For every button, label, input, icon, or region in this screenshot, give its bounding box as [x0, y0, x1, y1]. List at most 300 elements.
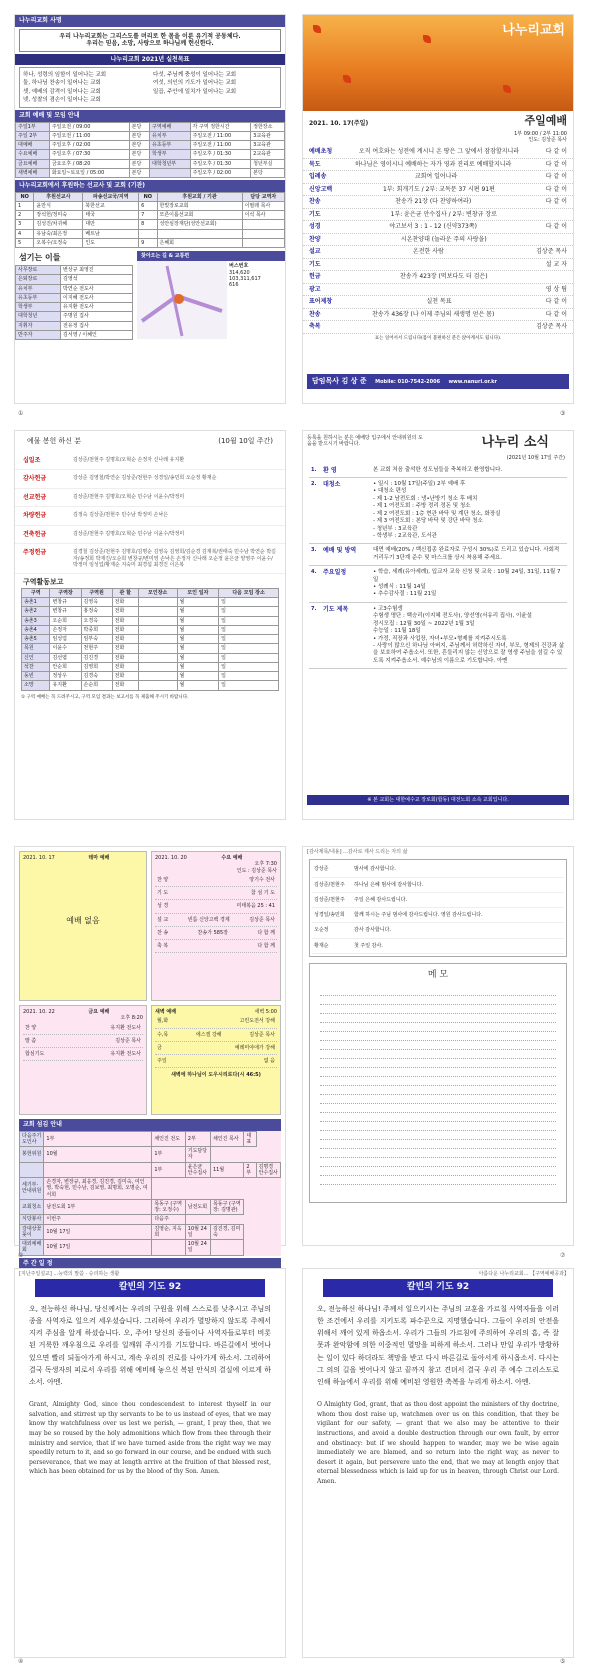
memo-line [320, 1104, 556, 1113]
page-cover [302, 14, 574, 404]
news-item [309, 478, 567, 544]
schedule-cell: 본당 [129, 122, 149, 131]
serve-row [20, 1215, 281, 1224]
order-label: 입례송 [309, 173, 327, 181]
mission-header-cell: NO [139, 192, 157, 201]
page-number: ② [18, 1252, 24, 1259]
mission-row [16, 229, 285, 238]
offering-type: 차량헌금 [23, 512, 47, 520]
group-cell [138, 635, 177, 644]
schedule-cell: 주일오전 / 11:00 [190, 141, 251, 150]
schedule-cell: 본당 [129, 168, 149, 177]
order-label: 헌금 [309, 273, 321, 281]
serve-cell: 식당봉사 [20, 1215, 44, 1224]
mission-cell: 1 [16, 201, 34, 210]
service-row [23, 1035, 143, 1048]
schedule-row [16, 141, 285, 150]
staff-role: 반주자 [16, 330, 61, 339]
mission-cell: 8 [139, 220, 157, 229]
memo-line [320, 1149, 556, 1158]
vision-heading: 나누리교회 사명 [15, 15, 285, 27]
group-header-cell: 관 할 [112, 588, 138, 597]
serve-cell: 교회청소 [20, 1199, 44, 1215]
dawn-rows [155, 1015, 277, 1068]
group-header-cell: 구역장 [50, 588, 81, 597]
staff-row [16, 330, 133, 339]
mission-header-cell: NO [16, 192, 34, 201]
service-cell: 금 [157, 1044, 162, 1051]
schedule-cell: 주일오후 / 02:00 [49, 141, 129, 150]
order-item [303, 296, 573, 309]
group-cell: 동빈 [22, 672, 50, 681]
order-person: 다 같 이 [545, 198, 567, 206]
order-item [303, 271, 573, 284]
service-cell: 성 경 [157, 903, 169, 910]
page-number: ⑦ [560, 1252, 566, 1259]
serve-cell: 10월 17일 [44, 1240, 152, 1256]
pastor-contact [307, 374, 569, 389]
service-cell: 없 음 [263, 1058, 275, 1064]
website-link[interactable]: www.nanuri.or.kr [448, 379, 497, 386]
news-label: 예배 및 방역 [323, 547, 357, 555]
serve-cell: 이번주 [44, 1215, 152, 1224]
group-cell: 김영옥 [81, 598, 112, 607]
group-cell [138, 607, 177, 616]
staff-row [16, 266, 133, 275]
serve-heading: 교회 섬김 안내 [19, 1119, 281, 1131]
service-row [155, 1055, 277, 1068]
wed-leader: 인도 : 김상준 목사 [236, 867, 277, 874]
mission-cell: 모른이롭선교회 [157, 211, 242, 220]
fri-rows [23, 1022, 143, 1062]
serve-cell [44, 1162, 152, 1178]
order-label: 설교 [309, 248, 321, 256]
prayer-title-2: 칼빈의 기도 92 [323, 1279, 553, 1296]
schedule-heading: 교회 예배 및 모임 안내 [15, 110, 285, 122]
group-header-cell: 다음 모임 장소 [219, 588, 279, 597]
memo-line [320, 1032, 556, 1041]
transport-info [227, 261, 285, 339]
news-label: 주요일정 [323, 569, 347, 577]
group-cell: 전화 [112, 598, 138, 607]
group-header-cell: 구역 [22, 588, 50, 597]
group-cell: 월 [177, 607, 219, 616]
group-row [22, 681, 279, 690]
group-cell: 송촌1 [22, 598, 50, 607]
schedule-row [16, 168, 285, 177]
order-content: 찬송가 436장 (나 이제 주님의 새생명 얻은 몸) [372, 310, 495, 318]
mobile: Mobile: 010-7542-2006 [375, 379, 441, 386]
order-item [303, 159, 573, 172]
group-row [22, 644, 279, 653]
news-number: 3. [311, 547, 317, 554]
group-cell: 박종희 [81, 625, 112, 634]
mission-heading: 나누리교회에서 후원하는 선교사 및 교회 (기관) [15, 180, 285, 192]
service-row [155, 900, 277, 913]
order-person: 설 교 자 [545, 260, 567, 268]
serve-cell: 10월 24일 [185, 1240, 210, 1256]
schedule-cell: 주일오후 / 01:30 [190, 150, 251, 159]
mission-row [16, 238, 285, 247]
bus-label: 버스번호 [229, 263, 249, 270]
staff-name: 변상규 최영진 [61, 266, 133, 275]
bulletin-date: 2021. 10. 17(주일) [309, 120, 369, 128]
order-person: 영 상 팀 [545, 285, 567, 293]
offering-title: 예물 봉헌 하신 분 [27, 437, 82, 445]
order-person: 다 같 이 [545, 173, 567, 181]
staff-role: 유초등부 [16, 293, 61, 302]
vision-text: 우리 나누리교회는 그리스도를 머리로 한 몸을 이룬 유기적 공동체다. 우리는 믿음, 소망, 사랑으로 하나님께 헌신한다. [19, 29, 281, 52]
mission-cell: 윤만식 [34, 201, 83, 210]
memo-line [320, 1014, 556, 1023]
group-cell: 전화 [112, 625, 138, 634]
serve-cell: 대표 [244, 1131, 256, 1147]
serve-row [20, 1131, 281, 1147]
order-content: 하나님은 영이시니 예배하는 자가 영과 진리로 예배할지니라 [355, 160, 512, 168]
schedule-cell: 본당 [129, 141, 149, 150]
fri-time: 오후 8:20 [120, 1015, 143, 1022]
group-cell [138, 644, 177, 653]
staff-name: 이지혜 전도사 [61, 293, 133, 302]
schedule-cell: 금요오후 / 08:20 [49, 159, 129, 168]
group-cell: 소망 [22, 681, 50, 690]
map-heading: 찾아오는 길 & 교통편 [137, 251, 285, 261]
motto-right: 다섯, 주님께 충성이 일어나는 교회 여섯, 의인의 기도가 일어나는 교회 일곱, 주안에 일치가 일어나는 교회 [153, 72, 237, 95]
service-row [155, 874, 277, 887]
serve-row [20, 1224, 281, 1240]
group-cell [138, 598, 177, 607]
mission-cell: 7 [139, 211, 157, 220]
memo-line [320, 1131, 556, 1140]
service-cell: 기 도 [157, 890, 169, 896]
order-item [303, 234, 573, 247]
service-cell: 수,목 [157, 1031, 169, 1038]
staff-role: 사무장로 [16, 266, 61, 275]
thanks-row [312, 893, 564, 908]
staff-name: 박연순 전도사 [61, 284, 133, 293]
church-name: 나누리교회 [502, 23, 565, 38]
thanks-row [312, 939, 564, 954]
prayer-korean-1: 오, 전능하신 하나님, 당신께서는 우리의 구원을 위해 스스로를 낮추시고 주님의 종을 사역자로 일으켜 세우셨습니다. 그리하여 우리가 멸망하지 않도록 주께서 지켜 주심을 알게 하셨습니다. 오, 주여! 당신의 종들이나 사역자들로부터 비롯된 거룩한 깨우침으로 우리를 일깨워 주시기를 기도합니다. 바른길에서 벗어나 있으면 빨리 되돌아가게 하시고, 계속 우리의 진로를 나아가게 하소서. 그리하여 결국 독생자의 피로서 우리를 위해 예비해 놓으신 복된 안식의 결실에 이르게 하소서. 아멘. [29, 1304, 271, 1386]
news-intro: 등록을 원하시는 분은 예배당 입구에서 안내위원의 도움을 받으시기 바랍니다. [307, 435, 423, 448]
service-cell: 합심기도 [25, 1051, 45, 1057]
news-text: • 고3수험생 수험생 명단 : 백승리(이지혜 전도사), 양선영(서유리 집사), 이윤설 정시모집 : 12월 30일 ~ 2022년 1월 3일 수능일 : 11월 18일 • 가정, 직장과 사업장, 자녀•부모•형제를 지켜주시도록 - 사랑이 많으신 하나님 아버지, 주님께서 허락하신 자녀, 부모, 형제의 건강과 삶을 보호하여 주옵소서. 또한, 흔들리지 않는 신앙으로 잘 영생 주님을 섬길 수 있도록 지켜주옵소서. 예수님의 이름으로 기도합니다. 아멘 [373, 605, 565, 664]
group-cell: 유지환 [50, 681, 81, 690]
service-cell: 고린도전서 강해 [239, 1018, 275, 1025]
cover-image [303, 15, 573, 111]
thanks-content: 함께 하시는 주님 범사에 감사드립니다. 영원 감사드립니다. [354, 912, 483, 918]
schedule-cell: 주일오후 / 01:30 [190, 159, 251, 168]
order-content: 오직 여호와는 성전에 계시니 온 땅은 그 앞에서 잠잠할지니라 [358, 148, 520, 156]
page-news [302, 430, 574, 820]
order-person: 김상준 목사 [536, 323, 567, 331]
serve-cell: 강대상꽃꽂이 [20, 1224, 44, 1240]
serve-cell: 윤은균 안수집사 [185, 1162, 210, 1178]
mission-cell: 오복수/오정숙 [34, 238, 83, 247]
service-cell: 김상준 목사 [249, 916, 275, 923]
service-cell: 미태복음 25 : 41 [236, 903, 275, 910]
mission-cell: 성안심장재단(성안선교회) [157, 220, 242, 229]
service-cell: 찬 양 [157, 876, 169, 883]
page-number: ④ [18, 1658, 24, 1665]
schedule-cell: 금요예배 [16, 159, 50, 168]
sermon-header: [지난주일설교] ...능력의 말씀 · 승리하는 생활 [19, 1271, 120, 1277]
offering-names: 김상준/천현주 김명호/오혁순 민수남 이윤수/박정미 [73, 530, 185, 537]
offering-type: 십일조 [23, 456, 41, 464]
order-label: 찬송 [309, 310, 321, 318]
schedule-cell: 새벽예배 [16, 168, 50, 177]
order-item [303, 246, 573, 259]
schedule-cell: 대학청년부 [150, 159, 191, 168]
service-row [155, 940, 277, 953]
group-cell: 일 [219, 644, 279, 653]
page-number: ⑤ [560, 1658, 566, 1665]
group-cell: 전화 [112, 644, 138, 653]
group-cell: 월 [177, 672, 219, 681]
group-cell [138, 662, 177, 671]
memo-box [309, 963, 567, 1203]
group-cell: 홍정숙 [81, 607, 112, 616]
order-content: 찬송가 423장 (먹보다도 더 검은) [400, 273, 488, 281]
prayer-title-1: 칼빈의 기도 92 [35, 1279, 265, 1296]
prayer-english-1: Grant, Almighty God, since thou condescendest to interest thyself in our salvation, and stirrest up thy servants to be to us instead of eyes, that we may know thy watchfulness over us lest we perish, — grant, I pray thee, that we may be so roused by the holy admonitions which flow from thee through their ministry and service, that if we have turned aside from the right way we may speedily return to it, and so go forward in our course, and be endued with such perseverance, that we may at length arrive at the fruition of that blessed rest, which has been obtained for us by the blood of thy Son. Amen. [29, 1401, 271, 1476]
order-content: 시온찬양대 (놀라운 주의 사랑을) [400, 235, 487, 243]
mission-cell: 대만 [83, 220, 139, 229]
order-content: 온전한 사람 [412, 248, 444, 256]
order-footnote: 표는 일어서서 드립니다(몸이 불편하신 분은 앉아계셔도 됩니다). [374, 335, 502, 341]
mission-header-cell: 담당 교역자 [242, 192, 284, 201]
serve-cell: 김명경 안수집사 [256, 1162, 280, 1178]
offering-row [15, 544, 285, 574]
order-content: 1부: 윤은균 안수집사 / 2부: 변창규 장로 [390, 210, 497, 218]
order-content: 1부: 회개기도 / 2부: 교독문 37 시편 91편 [383, 185, 495, 193]
group-cell: 일 [219, 616, 279, 625]
service-row [155, 927, 277, 940]
schedule-table [15, 122, 285, 179]
staff-row [16, 275, 133, 284]
group-cell: 천현주 [81, 644, 112, 653]
group-cell: 월 [177, 598, 219, 607]
service-cell: 김상준 목사 [115, 1037, 141, 1044]
memo-line [320, 1068, 556, 1077]
memo-line [320, 1113, 556, 1122]
schedule-cell: 본당 [251, 168, 285, 177]
offering-row [15, 452, 285, 471]
offering-row [15, 470, 285, 489]
staff-row [16, 303, 133, 312]
news-text: 본 교회 처음 출석한 성도님들을 축복하고 환영합니다. [373, 466, 503, 473]
staff-name: 김영석 [61, 275, 133, 284]
serve-row [20, 1147, 281, 1163]
mission-cell: 이석 목사 [242, 211, 284, 220]
memo-line [320, 1077, 556, 1086]
group-cell: 전화 [112, 607, 138, 616]
mission-cell: 장석헌/정미숙 [34, 211, 83, 220]
schedule-cell: 주일오후 / 02:00 [190, 168, 251, 177]
schedule-cell: 주일오전 / 11:00 [49, 131, 129, 140]
group-cell: 신인 [22, 653, 50, 662]
bus-2: 103,311,617 [229, 275, 261, 282]
prayer-korean-2: 오, 전능하신 하나님! 주께서 일으키시는 주님의 교훈을 가르칠 사역자들을 이러한 조건에서 우리를 지키도록 파수꾼으로 지명했습니다. 그들이 우리의 안전을 위해서 깨어 있게 하옵소서. 우리가 그들의 가르침에 주의하여 우리의 흠, 즉 잘못과 완악함에 의한 이중적인 멸망을 피하게 하소서. 그러나 만일 우리가 방황하는 일이 있다 하더라도 책망을 받고 다시 바른길로 돌아서게 하시옵소서. 다시는 그 의의 길을 벗어나지 않고 끝까지 참고 견뎌서 결국 우리 주 예수 그리스도로 인해 하늘에서 우리를 위해 예비된 영원한 축복을 누리게 하소서. 아멘. [317, 1304, 559, 1386]
order-label: 기도 [309, 260, 321, 268]
dawn-card [151, 1005, 281, 1115]
group-cell: 월 [177, 625, 219, 634]
mission-cell [242, 220, 284, 229]
serve-cell: 손경자, 변장규, 최응경, 김진경, 김미숙, 여인영, 박숙현, 민수남, 김보영, 최명희, 오명순, 여서희 [44, 1178, 152, 1200]
memo-line [320, 1095, 556, 1104]
staff-role: 대학청년 [16, 312, 61, 321]
group-cell: 월 [177, 662, 219, 671]
offering-week: (10월 10일 주간) [218, 437, 273, 445]
mission-header-cell: 후원선교사 [34, 192, 83, 201]
schedule-cell: 본당 [129, 159, 149, 168]
service-cell: 예레미야애가 강해 [234, 1044, 275, 1051]
theme-worship-card [19, 851, 147, 1001]
thanks-row [312, 908, 564, 923]
order-content [321, 261, 546, 269]
staff-heading: 섬기는 이들 [19, 253, 61, 262]
group-header-cell: 구역원 [81, 588, 112, 597]
serve-cell: 다음주 [152, 1215, 185, 1224]
service-times: 1부 09:00 / 2부 11:00 [514, 130, 567, 137]
memo-line [320, 1122, 556, 1131]
serve-cell: 채인진 전도 [152, 1131, 185, 1147]
group-row [22, 607, 279, 616]
thanks-content: 하나님 은혜 범사에 감사합니다. [354, 881, 424, 888]
page-number: ③ [560, 410, 566, 417]
group-cell: 월 [177, 616, 219, 625]
schedule-cell: 3교육관 [251, 141, 285, 150]
group-row [22, 653, 279, 662]
wednesday-card [151, 851, 281, 1001]
schedule-cell: 대예배 [16, 141, 50, 150]
mission-header-row [16, 192, 285, 201]
news-item [309, 464, 567, 479]
group-cell: 일 [219, 635, 279, 644]
thanks-content: 감사 감사합니다. [354, 927, 391, 934]
schedule-cell: 본당 [129, 131, 149, 140]
serve-row [20, 1199, 281, 1215]
group-cell [138, 672, 177, 681]
serve-cell: 목동구 (구역장: 김명관) [210, 1199, 243, 1215]
serve-cell: 1부 [44, 1131, 152, 1147]
memo-line [320, 1050, 556, 1059]
group-row [22, 662, 279, 671]
offering-row [15, 489, 285, 508]
serve-cell: 남전도회 1부 [44, 1199, 152, 1215]
fri-title: 금요 예배 [88, 1009, 110, 1015]
service-cell: 양기수 전사 [249, 876, 275, 883]
week-heading: 주 간 일 정 [19, 1258, 281, 1270]
news-item [309, 603, 567, 669]
dawn-title: 새벽 예배 [155, 1009, 177, 1015]
motto-box [19, 67, 281, 108]
mission-cell: 유남숙/최은정 [34, 229, 83, 238]
schedule-cell: 주일오전 / 11:00 [190, 131, 251, 140]
schedule-cell: 유초등부 [150, 141, 191, 150]
offering-row [15, 507, 285, 526]
news-number: 2. [311, 481, 317, 487]
page-info [14, 14, 286, 404]
serve-cell: 11월 [210, 1162, 243, 1178]
mission-cell: 김성진/차귀혜 [34, 220, 83, 229]
serve-cell: 10월 17일 [44, 1224, 152, 1240]
group-cell: 일 [219, 681, 279, 690]
mission-cell: 4 [16, 229, 34, 238]
staff-row [16, 321, 133, 330]
mission-cell: 인도 [83, 238, 139, 247]
schedule-row [16, 131, 285, 140]
mission-cell: 이필래 목사 [242, 201, 284, 210]
memo-line [320, 1041, 556, 1050]
group-cell: 임부숙 [81, 635, 112, 644]
group-row [22, 598, 279, 607]
group-cell: 전화 [112, 635, 138, 644]
serve-cell: 2부 [185, 1131, 210, 1147]
memo-line [320, 1176, 556, 1185]
group-cell: 전화 [112, 672, 138, 681]
service-name: 주일예배 [524, 114, 567, 127]
serve-cell: 1부 [152, 1147, 185, 1163]
offering-type: 건축헌금 [23, 530, 47, 538]
leader: 인도: 김상준 목사 [528, 137, 567, 143]
group-note: ① 구역 예배는 꼭 드려주시고, 구역 모임 결과는 보고서를 꼭 제출해 주시기 바랍니다. [21, 694, 189, 700]
thanks-name: 황재순 [314, 942, 329, 949]
service-row [155, 887, 277, 900]
group-cell: 전화 [112, 616, 138, 625]
friday-card [19, 1005, 147, 1115]
order-item [303, 309, 573, 322]
memo-line [320, 996, 556, 1005]
group-row [22, 672, 279, 681]
thanks-header: [감사제목/내용] ...감사로 제사 드리는 자의 삶 [307, 849, 408, 855]
service-row [155, 1029, 277, 1042]
order-content: 교회여 일어나라 [414, 173, 458, 181]
order-item [303, 146, 573, 159]
serve-cell: 1부 [152, 1162, 185, 1178]
wed-time: 오후 7:30 [254, 861, 277, 868]
schedule-cell: 주일1부 [16, 122, 50, 131]
news-number: 1. [311, 466, 317, 473]
serve-cell: 김영순, 지옥희 [152, 1224, 185, 1240]
service-cell: 찬 송 [157, 929, 169, 936]
news-label: 대청소 [323, 481, 341, 488]
thanks-row [312, 923, 564, 938]
wed-title: 수요 예배 [221, 855, 243, 861]
thanks-row [312, 862, 564, 877]
group-header-cell: 모인장소 [138, 588, 177, 597]
mission-cell [242, 229, 284, 238]
memo-line [320, 1086, 556, 1095]
mission-cell [157, 229, 242, 238]
group-cell: 정상우 [50, 672, 81, 681]
group-cell: 일 [219, 662, 279, 671]
order-label: 기도 [309, 210, 321, 218]
staff-row [16, 312, 133, 321]
service-row [155, 1042, 277, 1055]
group-cell: 변창규 [50, 607, 81, 616]
schedule-row [16, 122, 285, 131]
order-item [303, 259, 573, 272]
offering-names: 김경철 김상준/천현주 김명호/김명순 김영옥 김영희/김순경 김재복/권태숙 민수남 박연순 박길자/송정희 박재진/오순희 변창규/변미영 손낙은 손정자 신나래 오순정 윤은균 양영주 이윤수/박정미 임성업/황재순 지숙미 최경섭 최경진 이은복 [73, 549, 276, 568]
mission-row [16, 211, 285, 220]
mission-cell: 6 [139, 201, 157, 210]
schedule-cell: 각 구역 정한시간 [190, 122, 251, 131]
mission-cell: 2 [16, 211, 34, 220]
order-content: 실천 목표 [426, 298, 452, 306]
serve-cell: 대외예배회 [20, 1240, 44, 1256]
news-text: • 일시 : 10월 17일(주일) 2부 예배 후 • 대청소 편성 - 제 1-2 남전도회 : 냉•난방기 청소 후 배치 - 제 1 여전도회 : 주방 정리 정돈 및 청소 - 제 2 여전도회 : 1층 현관 바닥 및 계단 청소, 화장실 - 제 3 여전도회 : 본당 바닥 및 강단 바닥 청소 - 청년부 : 3교육관 - 학생부 : 2교육관, 도서관 [373, 481, 501, 539]
